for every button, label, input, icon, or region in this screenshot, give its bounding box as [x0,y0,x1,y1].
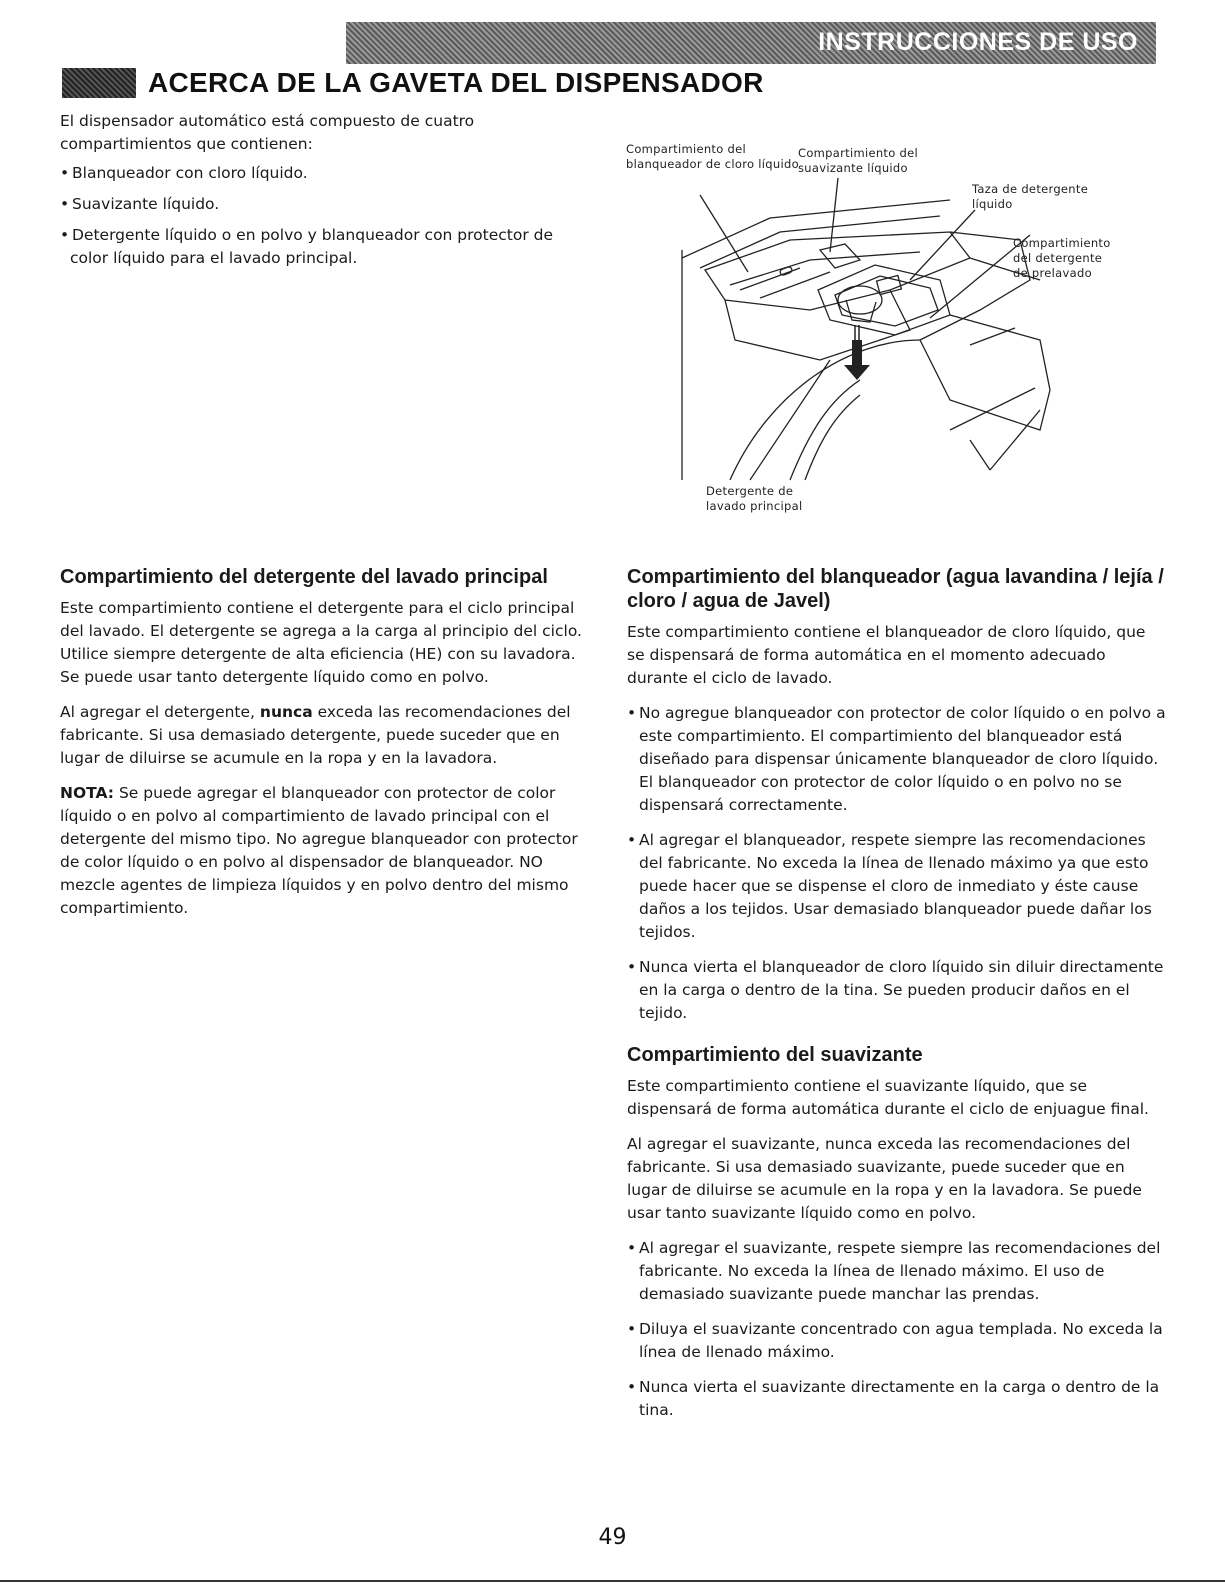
down-arrow-icon [844,340,870,380]
label-main-wash-detergent: Detergente de lavado principal [706,484,803,513]
section-title: ACERCA DE LA GAVETA DEL DISPENSADOR [148,67,764,98]
main-wash-note: NOTA: Se puede agregar el blanqueador con protector de color líquido o en polvo al compartimiento de lavado principal con el detergente del mismo tipo. No agregue blanqueador con protector de color líquido o en polvo al dispensador de blanqueador. NO mezcle agentes de limpieza líquidos y en polvo dentro del mismo compartimiento. [60,784,578,917]
bullet-mark: • [627,1378,637,1396]
main-wash-paragraph: Este compartimiento contiene el detergente para el ciclo principal del lavado. El detergente se agrega a la carga al principio del ciclo. Utilice siempre detergente de alta eficiencia (HE) con su lavadora. Se puede usar tanto detergente líquido como en polvo. [60,599,582,686]
page-number: 49 [598,1525,627,1550]
list-item: • Diluya el suavizante concentrado con agua templada. No exceda la línea de llenado máximo. [627,1320,1163,1361]
intro-list [60,162,580,278]
dispenser-illustration [620,140,1120,520]
list-item: • Suavizante líquido. [60,193,580,216]
softener-title: Compartimiento del suavizante [627,1044,923,1066]
heading-marker [62,68,136,98]
bleach-title: Compartimiento del blanqueador (agua lavandina / lejía / cloro / agua de Javel) [627,566,1164,612]
softener-bullets [627,1237,1167,1422]
list-item: • Blanqueador con cloro líquido. [60,162,580,185]
list-item: • Al agregar el blanqueador, respete siempre las recomendaciones del fabricante. No exceda la línea de llenado máximo ya que esto puede hacer que se dispense el cloro de inmediato y éste cause daños a los tejidos. Usar demasiado blanqueador puede dañar los tejidos. [627,831,1152,941]
bullet-mark: • [627,958,637,976]
bottom-divider [0,1580,1225,1582]
bullet-mark: • [627,704,637,722]
bullet-mark: • [627,831,637,849]
label-detergent-cup: Taza de detergente líquido [972,182,1089,211]
bleach-paragraph: Este compartimiento contiene el blanqueador de cloro líquido, que se dispensará de forma automática en el momento adecuado durante el ciclo de lavado. [627,623,1146,687]
section-heading [62,66,764,100]
bullet-mark: • [627,1320,637,1338]
list-item: • Al agregar el suavizante, respete siempre las recomendaciones del fabricante. No exceda la línea de llenado máximo. El uso de demasiado suavizante puede manchar las prendas. [627,1239,1161,1303]
bullet-mark: • [60,226,70,244]
list-item: • No agregue blanqueador con protector de color líquido o en polvo a este compartimiento. El compartimiento del blanqueador está diseñado para dispensar únicamente blanqueador de cloro líquido. El blanqueador con protector de color líquido o en polvo no se dispensará correctamente. [627,704,1166,814]
bullet-mark: • [60,195,70,213]
intro-text: El dispensador automático está compuesto de cuatro compartimientos que contienen: [60,112,475,153]
bleach-bullets [627,702,1167,1025]
list-item: • Nunca vierta el suavizante directamente en la carga o dentro de la tina. [627,1378,1160,1419]
bleach-and-softener-sections [627,565,1167,1434]
main-wash-section [60,565,590,932]
list-item: • Detergente líquido o en polvo y blanqueador con protector de color líquido para el lavado principal. [60,226,554,267]
bullet-mark: • [627,1239,637,1257]
softener-paragraph-2: Al agregar el suavizante, nunca exceda las recomendaciones del fabricante. Si usa demasiado suavizante, puede suceder que en lugar de diluirse se acumule en la ropa y en la lavadora. Se puede usar tanto suavizante líquido como en polvo. [627,1135,1142,1222]
label-prewash-compartment: Compartimiento del detergente de prelavado [1013,236,1111,280]
label-softener-compartment: Compartimiento del suavizante líquido [798,146,918,175]
softener-paragraph-1: Este compartimiento contiene el suavizante líquido, que se dispensará de forma automática durante el ciclo de enjuague final. [627,1077,1149,1118]
main-wash-title: Compartimiento del detergente del lavado principal [60,566,548,588]
section-banner [346,22,1156,64]
list-item: • Nunca vierta el blanqueador de cloro líquido sin diluir directamente en la carga o dentro de la tina. Se pueden producir daños en el tejido. [627,958,1164,1022]
label-bleach-compartment: Compartimiento del blanqueador de cloro líquido [626,142,799,171]
banner-text: INSTRUCCIONES DE USO [818,28,1138,56]
bullet-mark: • [60,164,70,182]
main-wash-warning: Al agregar el detergente, nunca exceda las recomendaciones del fabricante. Si usa demasiado detergente, puede suceder que en lugar de diluirse se acumule en la ropa y en la lavadora. [60,703,571,767]
